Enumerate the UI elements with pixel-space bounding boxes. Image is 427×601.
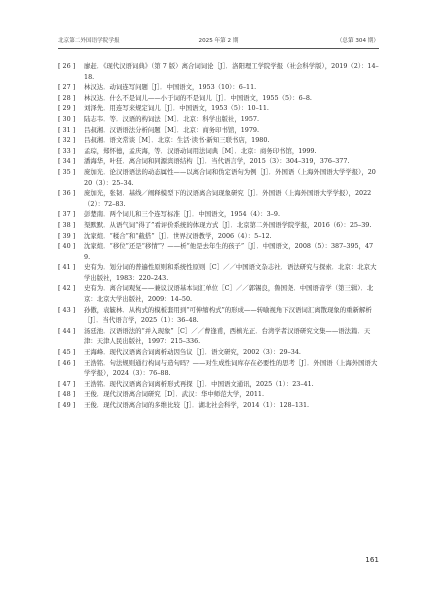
reference-number: [ 44 ] xyxy=(58,326,76,335)
reference-item xyxy=(58,305,379,326)
reference-item xyxy=(58,93,379,104)
reference-number: [ 45 ] xyxy=(58,348,76,357)
reference-text: 孟琮，郑怀德，孟庆海，等．汉语动词用法词典［M］．北京：商务印书馆，1999. xyxy=(84,146,317,155)
reference-item xyxy=(58,61,379,82)
reference-item xyxy=(58,241,379,262)
reference-text: 吕叔湘．语文常谈［M］．北京：生活·读书·新知三联书店，1980. xyxy=(84,136,270,145)
reference-number: [ 30 ] xyxy=(58,114,76,123)
reference-text: 王浩铭．现代汉语离合词离析形式再探［J］．中国语文通讯，2025（1）：23–41. xyxy=(84,379,314,388)
reference-text: 彭楚南．两个词儿和三个连写标准［J］．中国语文，1954（4）：3–9. xyxy=(84,210,281,219)
reference-text: 潘海华，叶狂．离合词和同源宾语结构［J］．当代语言学，2015（3）：304–319，376–377. xyxy=(84,157,350,166)
reference-text: 刘泽先．用连写来规定词儿［J］．中国语文，1953（5）：10–11. xyxy=(84,104,269,113)
reference-item xyxy=(58,220,379,231)
reference-text: 渠默默．从语气词“得了”看评价系统的体现方式［J］．北京第二外国语学院学报，2016（6）：25–39. xyxy=(84,220,372,229)
reference-item xyxy=(58,114,379,125)
reference-number: [ 34 ] xyxy=(58,157,76,166)
reference-text: 林汉达．动词连写问题［J］．中国语文，1953（10）：6–11. xyxy=(84,83,257,92)
reference-item xyxy=(58,262,379,283)
reference-number: [ 41 ] xyxy=(58,263,76,272)
reference-text: 史有为．划分词的普遍性原则和系统性原则［C］／／中国语文杂志社．语法研究与探索．北京：北京大学出版社，1983：220–243. xyxy=(84,263,377,282)
reference-text: 沈家煊．“糅合”和“截搭”［J］．世界汉语教学，2006（4）：5–12. xyxy=(84,231,272,240)
reference-number: [ 36 ] xyxy=(58,189,76,198)
reference-item xyxy=(58,358,379,379)
reference-number: [ 26 ] xyxy=(58,62,76,70)
page-number: 161 xyxy=(365,555,379,564)
reference-number: [ 49 ] xyxy=(58,401,76,409)
reference-item xyxy=(58,156,379,167)
reference-number: [ 38 ] xyxy=(58,220,76,229)
reference-number: [ 37 ] xyxy=(58,210,76,219)
reference-item xyxy=(58,283,379,304)
reference-text: 史有为．离合词观复——兼议汉语基本词汇单位［C］／／郭锡良，鲁国尧．中国语音学（第三辑）．北京：北京大学出版社，2009：14–50. xyxy=(84,284,374,304)
reference-list xyxy=(58,61,379,411)
reference-number: [ 47 ] xyxy=(58,379,76,388)
reference-text: 林汉达．什么不是词儿——小于词的不是词儿［J］．中国语文，1955（5）：6–8. xyxy=(84,93,312,102)
reference-number: [ 48 ] xyxy=(58,390,76,399)
reference-number: [ 32 ] xyxy=(58,136,76,145)
reference-number: [ 35 ] xyxy=(58,167,76,176)
reference-number: [ 29 ] xyxy=(58,104,76,113)
total-issue-label: （总第 304 期） xyxy=(336,38,379,44)
reference-number: [ 28 ] xyxy=(58,93,76,102)
reference-item xyxy=(58,379,379,390)
reference-item xyxy=(58,125,379,136)
reference-item xyxy=(58,167,379,188)
reference-item xyxy=(58,135,379,146)
reference-number: [ 42 ] xyxy=(58,284,76,293)
reference-text: 廖赶．《现代汉语词典》（第 7 版）离合词词论［J］．洛阳理工学院学报（社会科学版），2019（2）：14–18. xyxy=(84,62,379,81)
reference-item xyxy=(58,347,379,358)
reference-text: 王浩铭．句法规则通行构词与造句吗？——对生成性词库存在必要性的思考［J］．外国语（上海外国语大学学报），2024（3）：76–88. xyxy=(84,358,378,378)
reference-text: 孙傲，袁毓林．从构式的模板套用到“可伸缩构式”的形成——转喻视角下汉语词汇离散现象的重新解析［J］．当代语言学，2025（1）：36–48. xyxy=(84,305,372,325)
reference-text: 沈家煊．“移位”还是“移情”？——析“他是去年生的孩子”［J］．中国语文，2008（5）：387–395，479. xyxy=(84,242,374,261)
reference-text: 王海峰．现代汉语离合词离析动因刍议［J］．语文研究，2002（3）：29–34. xyxy=(84,348,301,357)
reference-text: 陆志韦．等．汉语的构词法［M］．北京：科学出版社，1957. xyxy=(84,114,260,123)
reference-text: 王俊．现代汉语离合词研究［D］．武汉：华中师范大学，2011. xyxy=(84,390,264,399)
reference-text: 王俊．现代汉语离合词的多维比较［J］．湖北社会科学，2014（1）：128–131. xyxy=(84,401,310,409)
reference-text: 汤廷池．汉语语法的“并入现象”［C］／／曹逢甫，西槙光正．台湾学者汉语研究文集——语法篇．天津：天津人民出版社，1997：215–336. xyxy=(84,326,371,346)
header-divider xyxy=(58,48,379,49)
reference-item xyxy=(58,209,379,220)
reference-number: [ 40 ] xyxy=(58,242,76,251)
reference-item xyxy=(58,146,379,157)
reference-number: [ 33 ] xyxy=(58,146,76,155)
issue-label: 2025 年第 2 期 xyxy=(198,38,239,44)
reference-item xyxy=(58,326,379,347)
reference-number: [ 27 ] xyxy=(58,83,76,92)
reference-number: [ 46 ] xyxy=(58,358,76,367)
reference-text: 庞加光，张韧．基线／阐释模型下的汉语离合词现象研究［J］．外国语（上海外国语大学学报），2022（2）：72–83. xyxy=(84,189,372,208)
reference-item xyxy=(58,82,379,93)
reference-number: [ 31 ] xyxy=(58,125,76,134)
reference-number: [ 39 ] xyxy=(58,231,76,240)
reference-text: 吕叔湘．汉语语法分析问题［M］．北京：商务印书馆，1979. xyxy=(84,125,260,134)
reference-item xyxy=(58,103,379,114)
reference-item xyxy=(58,231,379,242)
journal-name: 北京第二外国语学院学报 xyxy=(58,38,120,44)
reference-item xyxy=(58,389,379,400)
running-header xyxy=(58,36,379,46)
reference-item xyxy=(58,188,379,209)
reference-number: [ 43 ] xyxy=(58,305,76,314)
reference-text: 庞加光．论汉语语法的动态属性——以离合词和伪定语句为例［J］．外国语（上海外国语大学学报），2020（3）：25–34. xyxy=(84,167,376,187)
reference-item xyxy=(58,400,379,411)
